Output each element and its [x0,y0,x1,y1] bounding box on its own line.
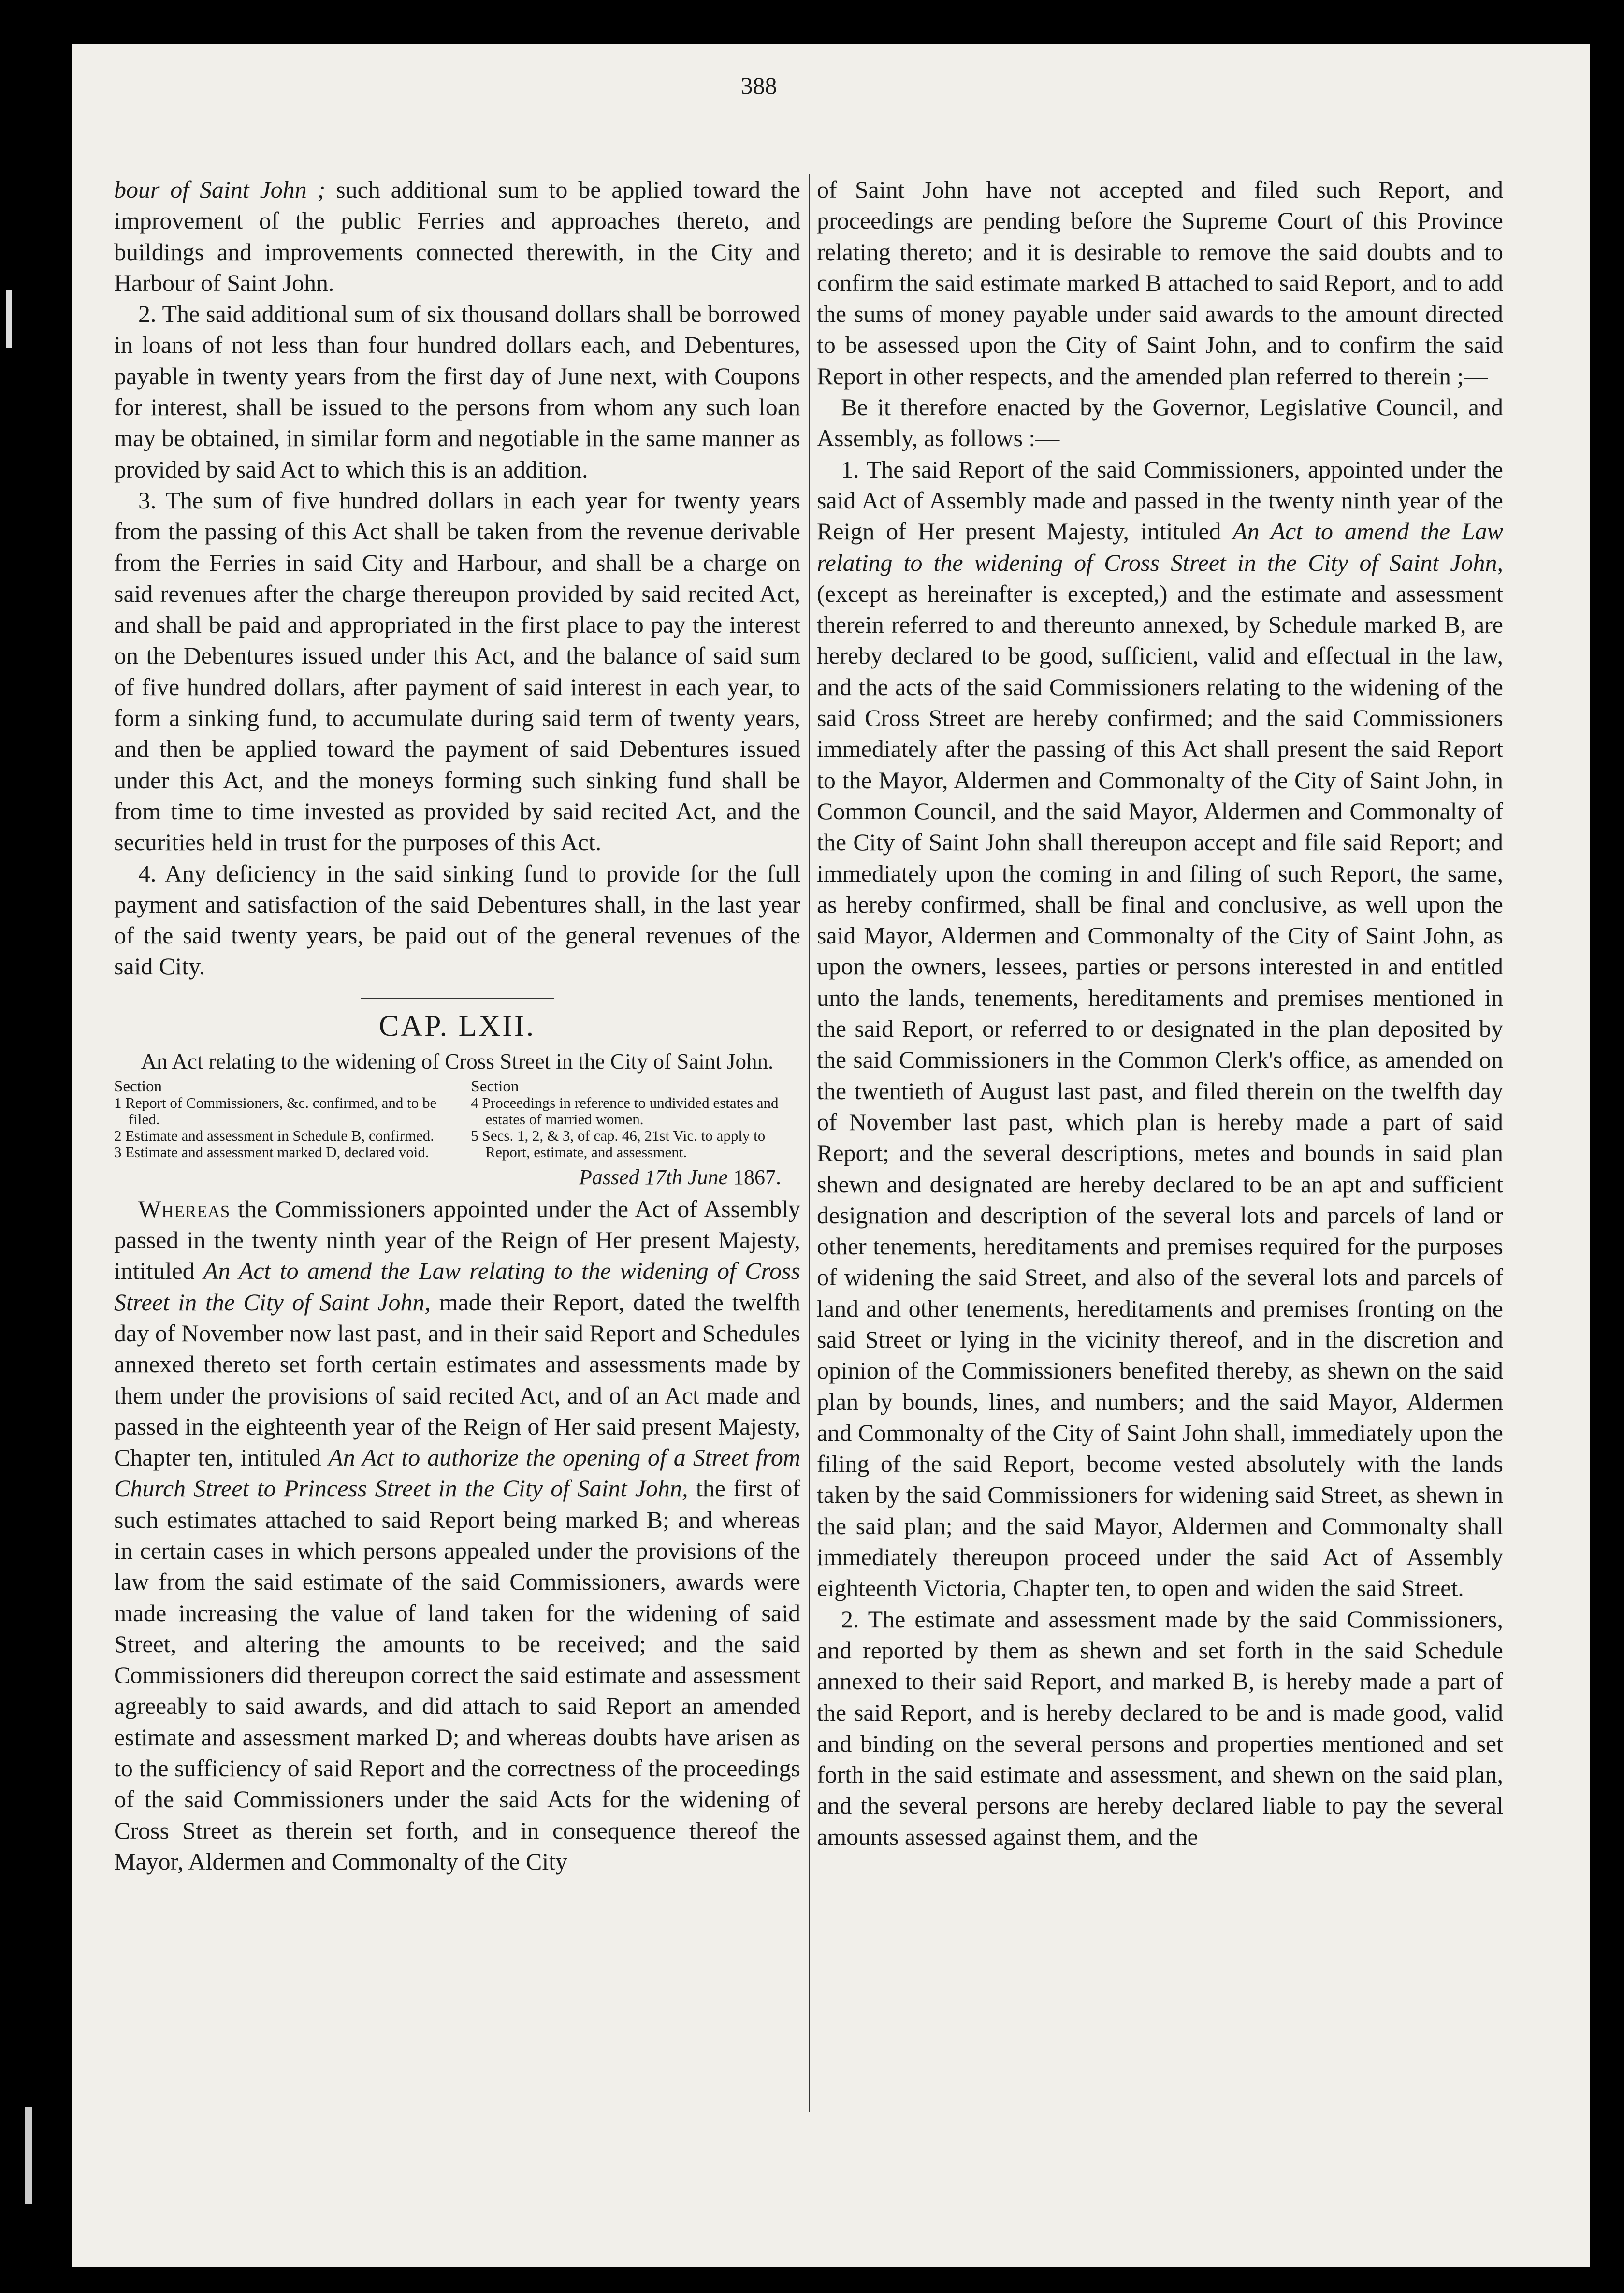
scan-edge-mark [25,2107,32,2204]
passed-date-line [114,1163,800,1191]
right-column [817,174,1503,1852]
section-index [114,1078,800,1161]
section-heading: Section [471,1077,519,1095]
enacting-clause: Be it therefore enacted by the Governor, Legislative Council, and Assembly, as follows :— [817,393,1503,452]
preamble-text-2: made their Report, dated the twelfth day of November now last past, and in their said Report and Schedules annexed thereto set forth certain estimates and assessments made by them under the provisions of said recited Act, and of an Act made and passed in the eighteenth year of the Reign of Her said present Majesty, Chapter ten, intituled [114,1288,800,1471]
intro-italic: bour of Saint John ; [114,176,326,203]
section-item: 4 Proceedings in reference to undivided estates and estates of married women. [471,1094,779,1128]
passed-label: Passed [579,1165,639,1189]
passed-date: 17th June [644,1165,728,1189]
paragraph-intro [114,174,800,298]
act-title: An Act relating to the widening of Cross Street in the City of Saint John. [141,1049,774,1074]
section-item: 1 Report of Commissioners, &c. confirmed, and to be filed. [114,1094,437,1128]
paragraph-4: 4. Any deficiency in the said sinking fund to provide for the full payment and satisfaction of the said Debentures shall, in the last year of the said twenty years, be paid out of the general revenues of the said City. [114,859,800,980]
preamble-text-1: the Commissioners appointed under the Act of Assembly passed in the twenty ninth year of the Reign of Her present Majesty, intituled [114,1195,800,1285]
section-1-paragraph [817,454,1503,1604]
paragraph-2: 2. The said additional sum of six thousand dollars shall be borrowed in loans of not less than four hundred dollars each, and Debentures, payable in twenty years from the first day of June next, with Coupons for interest, shall be issued to the persons from whom any such loan may be obtained, in similar form and negotiable in the same manner as provided by said Act to which this is an addition. [114,300,800,483]
left-column [114,174,800,1877]
preamble-paragraph [114,1193,800,1877]
section-item: 2 Estimate and assessment in Schedule B, confirmed. [114,1127,435,1144]
section-heading: Section [114,1077,162,1095]
scan-edge-mark [6,290,12,348]
section-rule [361,998,554,999]
section-item: 5 Secs. 1, 2, & 3, of cap. 46, 21st Vic. to apply to Report, estimate, and assessment. [471,1127,766,1161]
preamble-continued: of Saint John have not accepted and filed such Report, and proceedings are pending before the Supreme Court of this Province relating thereto; and it is desirable to remove the said doubts and to confirm the said estimate marked B attached to said Report, and to add the sums of money payable under said awards to the amount directed to be assessed upon the City of Saint John, and to confirm the said Report in other respects, and the amended plan referred to therein ;— [817,176,1503,390]
act-citation-3: An Act to amend the Law relating to the widening of Cross Street in the City of Saint John, [817,518,1503,576]
column-divider [809,174,810,2112]
paragraph-3: 3. The sum of five hundred dollars in each year for twenty years from the passing of this Act shall be taken from the revenue derivable from the Ferries in said City and Harbour, and shall be a charge on said revenues after the charge thereupon provided by said recited Act, and shall be paid and appropriated in the first place to pay the interest on the Debentures issued under this Act, and the balance of said sum of five hundred dollars, after payment of said interest in each year, to form a sinking fund, to accumulate during said term of twenty years, and then be applied toward the payment of said Debentures issued under this Act, and the moneys forming such sinking fund shall be from time to time invested as provided by said recited Act, and the securities held in trust for the purposes of this Act. [114,486,800,856]
intro-text: such additional sum to be applied toward the improvement of the public Ferries and approaches thereto, and buildings and improvements connected therewith, in the City and Harbour of Saint John. [114,176,800,296]
chapter-title: CAP. LXII. [378,1009,536,1043]
section-index-left [114,1078,444,1161]
whereas-word: Whereas [138,1195,231,1222]
section-1-text-a: 1. The said Report of the said Commissioners, appointed under the said Act of Assembly made and passed in the twenty ninth year of the Reign of Her present Majesty, intituled [817,455,1503,545]
act-citation-2: An Act to authorize the opening of a Street from Church Street to Princess Street in the City of Saint John, [114,1444,800,1502]
passed-year: 1867. [728,1165,781,1189]
act-citation-1: An Act to amend the Law relating to the widening of Cross Street in the City of Saint John, [114,1257,801,1316]
section-2-paragraph: 2. The estimate and assessment made by the said Commissioners, and reported by them as shewn and set forth in the said Schedule annexed to their said Report, and marked B, is hereby made a part of the said Report, and is hereby declared to be and is made good, valid and binding on the several persons and properties mentioned and set forth in the said estimate and assessment, and shewn on the said plan, and the several persons are hereby declared liable to pay the several amounts assessed against them, and the [817,1605,1503,1850]
section-item: 3 Estimate and assessment marked D, declared void. [114,1143,429,1161]
preamble-text-3: the first of such estimates attached to said Report being marked B; and whereas in certain cases in which persons appealed under the provisions of the law from the said estimate of the said Commissioners, awards were made increasing the value of land taken for the widening of said Street, and altering the amounts to be received; and the said Commissioners did thereupon correct the said estimate and assessment agreeably to said awards, and did attach to said Report an amended estimate and assessment marked D; and whereas doubts have arisen as to the sufficiency of said Report and the correctness of the proceedings of the said Commissioners under the said Acts for the widening of Cross Street as therein set forth, and in consequence thereof the Mayor, Aldermen and Commonalty of the City [114,1475,800,1875]
section-1-text-b: (except as hereinafter is excepted,) and the estimate and assessment therein referred to and thereunto annexed, by Schedule marked B, are hereby declared to be good, sufficient, valid and effectual in the law, and the acts of the said Commissioners relating to the widening of the said Cross Street are hereby confirmed; and the said Commissioners immediately after the passing of this Act shall present the said Report to the Mayor, Aldermen and Commonalty of the City of Saint John, in Common Council, and the said Mayor, Aldermen and Commonalty of the City of Saint John shall thereupon accept and file said Report; and immediately upon the coming in and filing of such Report, the same, as hereby confirmed, shall be final and conclusive, as well upon the said Mayor, Aldermen and Commonalty of the City of Saint John, as upon the owners, lessees, parties or persons interested in and entitled unto the lands, tenements, hereditaments and premises mentioned in the said Report, or referred to or designated in the plan deposited by the said Commissioners in the Common Clerk's office, as amended on the twentieth of August last past, and filed therein on the twelfth day of November last past, which plan is hereby made a part of said Report; and the several descriptions, metes and bounds in said plan shewn and designated are hereby declared to be an apt and sufficient designation and description of the several lots and parcels of land or other tenements, hereditaments and premises required for the purposes of widening the said Street, and also of the several lots and parcels of land and other tenements, hereditaments and premises fronting on the said Street or lying in the vicinity thereof, and in the discretion and opinion of the Commissioners benefited thereby, as shewn on the said plan by bounds, lines, and numbers; and the said Mayor, Aldermen and Commonalty of the City of Saint John shall, immediately upon the filing of the said Report, become vested absolutely with the lands taken by the said Commissioners for widening said Street, as shewn in the said plan; and the said Mayor, Aldermen and Commonalty shall immediately thereupon proceed under the said Act of Assembly eighteenth Victoria, Chapter ten, to open and widen the said Street. [817,580,1503,1602]
section-index-right [471,1078,800,1161]
page-number: 388 [740,72,777,99]
